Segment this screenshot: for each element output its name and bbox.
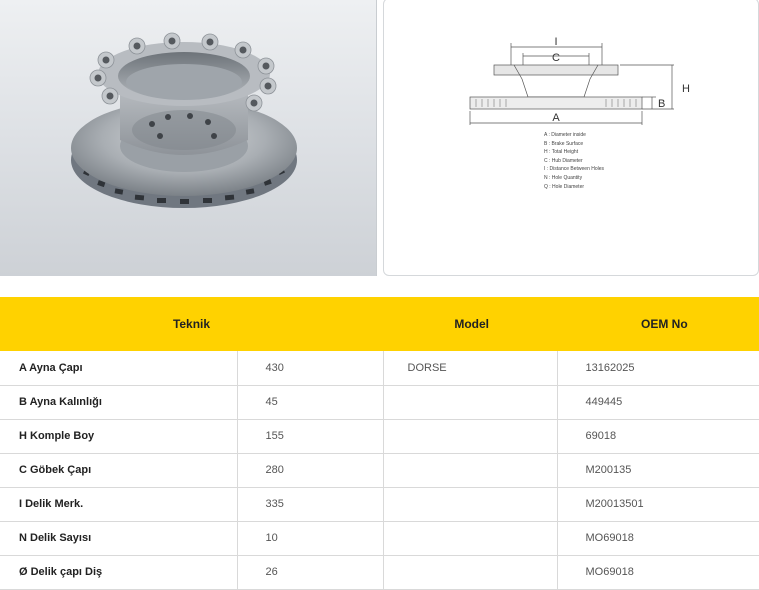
dim-label-c: C [552,52,560,64]
header-oem: OEM No [641,317,688,331]
row-value: 45 [237,385,383,419]
row-label: B Ayna Kalınlığı [0,385,237,419]
row-oem: M20013501 [557,487,759,521]
table-row [0,385,759,419]
row-model [383,385,557,419]
legend-item: N : Hole Quantity [544,174,583,181]
row-value: 430 [237,351,383,385]
table-row [0,419,759,453]
row-value: 335 [237,487,383,521]
row-model [383,453,557,487]
row-model [383,419,557,453]
technical-drawing[interactable] [383,0,759,276]
product-photo[interactable] [0,0,377,276]
dim-label-a: A [552,112,560,124]
row-oem: M200135 [557,453,759,487]
table-row [0,521,759,555]
row-label: I Delik Merk. [0,487,237,521]
dim-label-b: B [658,98,666,110]
row-value: 280 [237,453,383,487]
table-row [0,555,759,589]
table-row [0,487,759,521]
row-value: 155 [237,419,383,453]
header-model: Model [454,317,489,331]
table-row [0,351,759,385]
brake-disc-image [0,0,376,276]
table-header-row [0,297,759,351]
legend-item: Q : Hole Diameter [544,183,585,190]
row-oem: MO69018 [557,555,759,589]
row-model [383,521,557,555]
row-oem: 449445 [557,385,759,419]
dim-label-h: H [682,83,690,95]
dimension-legend [544,131,604,191]
spec-table [0,297,759,590]
row-label: C Göbek Çapı [0,453,237,487]
table-row [0,453,759,487]
row-value: 26 [237,555,383,589]
row-value: 10 [237,521,383,555]
legend-item: A : Diameter inside [544,132,586,138]
row-oem: MO69018 [557,521,759,555]
row-label: Ø Delik çapı Diş [0,555,237,589]
legend-item: C : Hub Diameter [544,157,583,164]
row-oem: 69018 [557,419,759,453]
dim-label-i: I [554,36,558,48]
row-label: A Ayna Çapı [0,351,237,385]
row-oem: 13162025 [557,351,759,385]
legend-item: I : Distance Between Holes [544,166,605,173]
row-model [383,555,557,589]
row-label: N Delik Sayısı [0,521,237,555]
legend-item: H : Total Height [544,149,579,156]
header-teknik: Teknik [172,317,211,331]
legend-item: B : Brake Surface [544,140,584,147]
row-label: H Komple Boy [0,419,237,453]
row-model [383,487,557,521]
row-model: DORSE [383,351,557,385]
